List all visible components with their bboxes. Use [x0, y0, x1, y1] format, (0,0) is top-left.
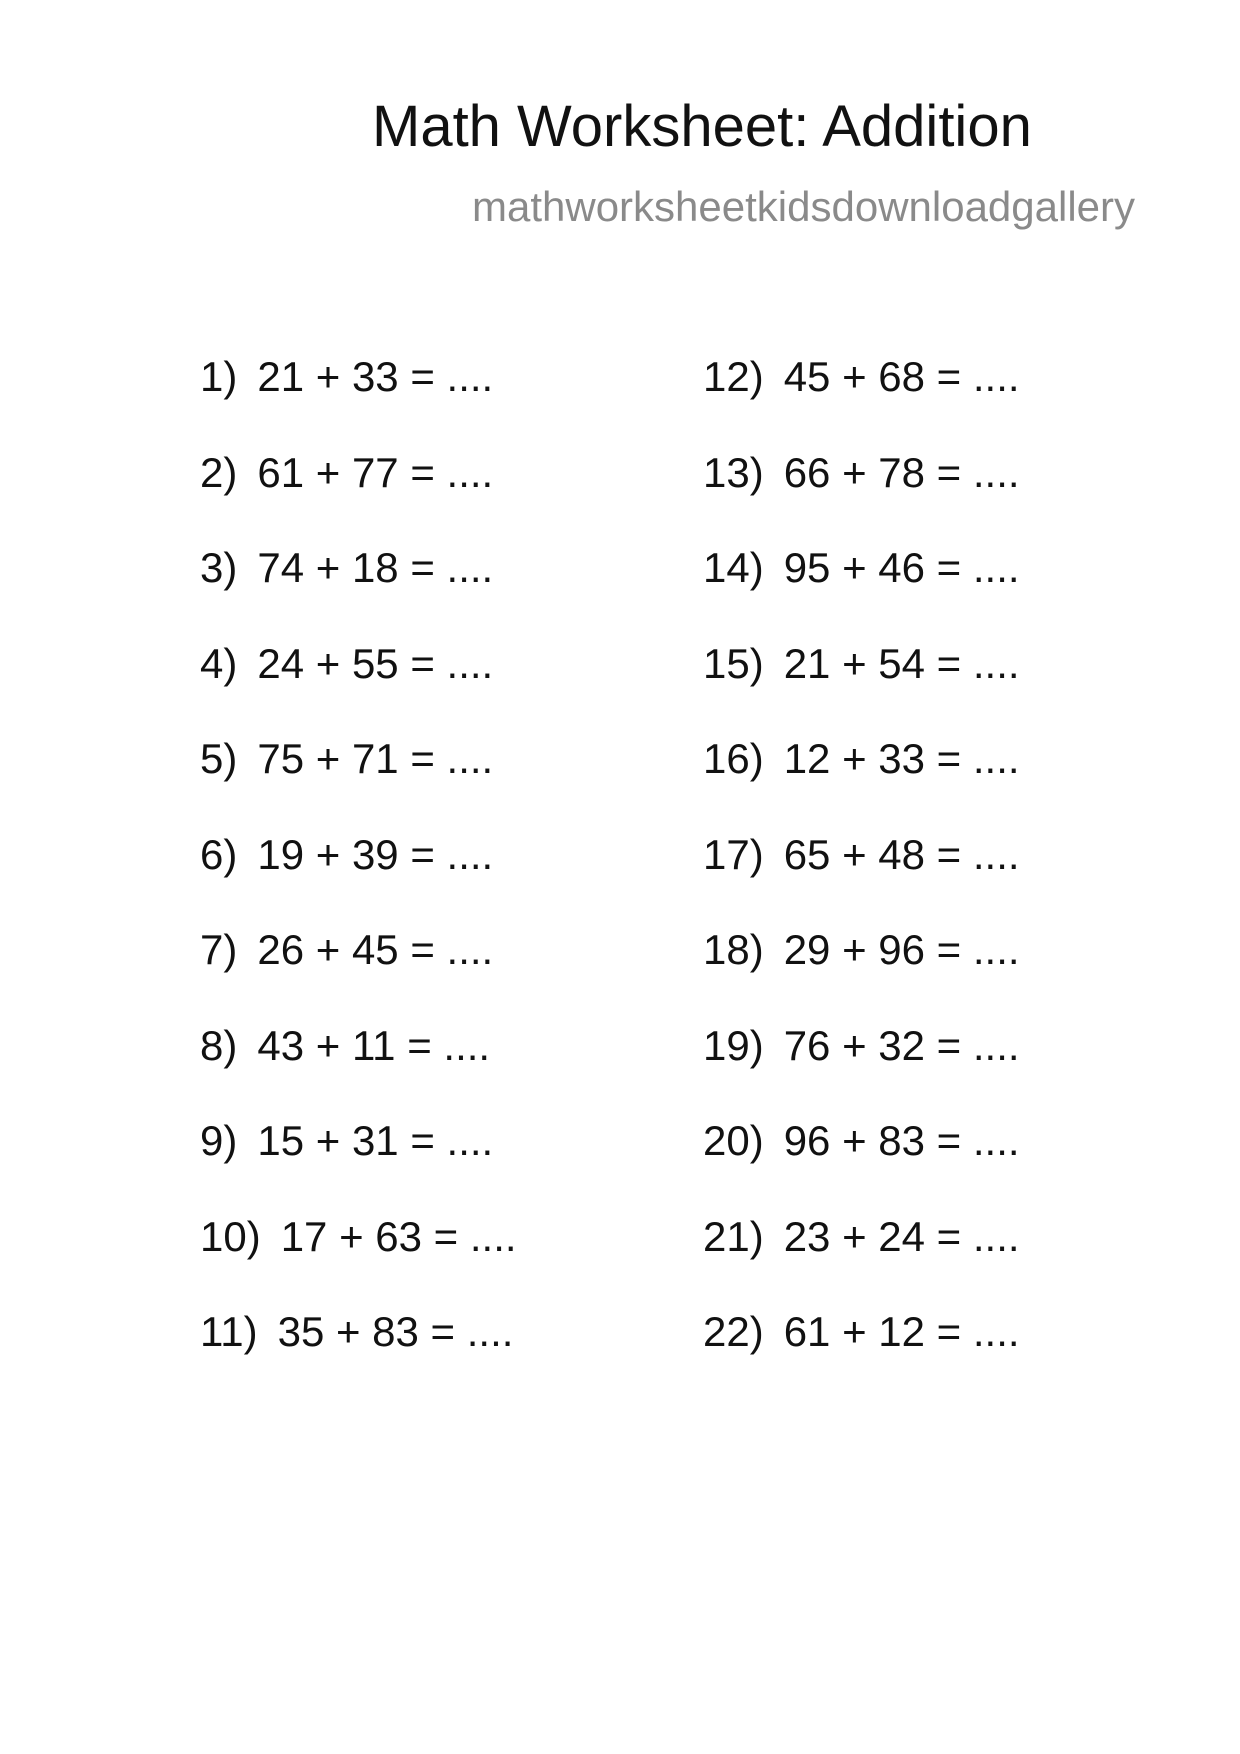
problem-item — [703, 1021, 1183, 1121]
problem-number: 8) — [200, 1021, 238, 1069]
problem-column-left — [200, 353, 680, 1407]
problem-column-right — [703, 353, 1183, 1407]
problem-item — [703, 830, 1183, 930]
problem-item — [703, 735, 1183, 834]
problem-number: 16) — [703, 735, 764, 782]
problem-number: 10) — [200, 1212, 261, 1260]
problem-number: 17) — [703, 830, 764, 878]
problem-expression: 65 + 48 = .... — [783, 830, 1020, 878]
problem-item — [703, 926, 1183, 1025]
problem-expression: 21 + 33 = .... — [257, 353, 494, 400]
problem-expression: 45 + 68 = .... — [783, 353, 1020, 400]
problem-expression: 66 + 78 = .... — [783, 448, 1020, 496]
problem-number: 4) — [200, 639, 238, 687]
problem-number: 6) — [200, 830, 238, 878]
problem-expression: 61 + 12 = .... — [783, 1308, 1020, 1355]
problem-number: 14) — [703, 544, 764, 591]
problem-expression: 76 + 32 = .... — [783, 1021, 1020, 1069]
problem-number: 3) — [200, 544, 238, 591]
problem-item — [200, 1212, 680, 1312]
problem-item — [200, 830, 680, 930]
problem-item — [200, 735, 680, 834]
problem-expression: 12 + 33 = .... — [783, 735, 1020, 782]
problem-expression: 95 + 46 = .... — [783, 544, 1020, 591]
problem-number: 13) — [703, 448, 764, 496]
problem-expression: 24 + 55 = .... — [257, 639, 494, 687]
problem-expression: 23 + 24 = .... — [783, 1212, 1020, 1260]
problem-item — [703, 1308, 1183, 1407]
problem-number: 21) — [703, 1212, 764, 1260]
problem-number: 22) — [703, 1308, 764, 1355]
problem-item — [200, 1021, 680, 1121]
problem-number: 7) — [200, 926, 238, 973]
problem-number: 20) — [703, 1117, 764, 1164]
problem-number: 2) — [200, 448, 238, 496]
problem-expression: 74 + 18 = .... — [257, 544, 494, 591]
problem-number: 5) — [200, 735, 238, 782]
problem-item — [200, 639, 680, 739]
problem-number: 11) — [200, 1308, 258, 1355]
problem-expression: 96 + 83 = .... — [783, 1117, 1020, 1164]
problem-expression: 75 + 71 = .... — [257, 735, 494, 782]
problem-item — [200, 353, 680, 452]
problem-item — [200, 448, 680, 548]
problem-item — [200, 1308, 680, 1407]
problem-number: 12) — [703, 353, 764, 400]
problem-item — [703, 1117, 1183, 1216]
problem-item — [703, 639, 1183, 739]
problem-number: 1) — [200, 353, 238, 400]
problem-expression: 29 + 96 = .... — [783, 926, 1020, 973]
source-watermark: mathworksheetkidsdownloadgallery — [472, 183, 1136, 230]
problem-expression: 19 + 39 = .... — [257, 830, 494, 878]
problem-item — [703, 448, 1183, 548]
problem-expression: 43 + 11 = .... — [257, 1021, 491, 1069]
problem-expression: 21 + 54 = .... — [783, 639, 1020, 687]
problem-expression: 61 + 77 = .... — [257, 448, 494, 496]
problem-number: 18) — [703, 926, 764, 973]
problem-item — [703, 1212, 1183, 1312]
problem-item — [703, 544, 1183, 643]
page-title: Math Worksheet: Addition — [372, 94, 1032, 159]
problem-item — [200, 544, 680, 643]
problem-expression: 26 + 45 = .... — [257, 926, 494, 973]
problem-expression: 15 + 31 = .... — [257, 1117, 494, 1164]
problem-item — [703, 353, 1183, 452]
problem-number: 15) — [703, 639, 764, 687]
problem-item — [200, 1117, 680, 1216]
problem-item — [200, 926, 680, 1025]
problem-list — [0, 353, 1240, 1356]
problem-expression: 35 + 83 = .... — [277, 1308, 514, 1355]
problem-number: 19) — [703, 1021, 764, 1069]
problem-expression: 17 + 63 = .... — [280, 1212, 517, 1260]
problem-number: 9) — [200, 1117, 238, 1164]
